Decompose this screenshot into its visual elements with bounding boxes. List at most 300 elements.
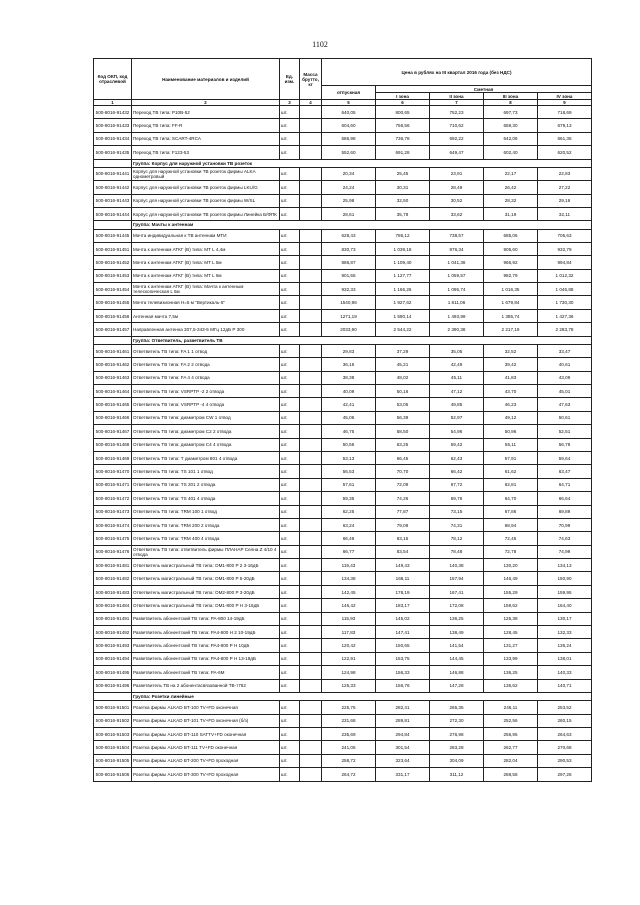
item-code: 500-8016-91482 <box>94 572 132 585</box>
price-zone-4: 140,71 <box>538 679 592 692</box>
price-zone-3: 67,86 <box>484 505 538 518</box>
price-zone-2: 304,09 <box>430 754 484 767</box>
price-zone-4: 290,53 <box>538 754 592 767</box>
price-zone-3: 659,30 <box>484 119 538 132</box>
table-row <box>94 132 592 145</box>
item-mass <box>300 478 322 491</box>
item-name: Корпус для наружной установки ТВ розеток фирмы LKU/G <box>132 181 280 194</box>
item-code: 500-8016-91503 <box>94 727 132 740</box>
price-zone-1: 2 544,22 <box>376 323 430 336</box>
item-name: Ответвитель магистральный ТВ типа: ОМ2-800 Р 3-20дБ <box>132 585 280 598</box>
price-zone-3: 39,42 <box>484 358 538 371</box>
item-mass <box>300 358 322 371</box>
column-number: 3 <box>280 100 300 106</box>
price-otpusk: 115,93 <box>322 612 376 625</box>
item-unit: шт. <box>280 207 300 220</box>
item-name: Ответвитель магистральный ТВ типа: ОМ1-800 Р 2 3-16дБ <box>132 559 280 572</box>
price-zone-4: 52,51 <box>538 425 592 438</box>
table-row <box>94 194 592 207</box>
price-zone-4: 932,79 <box>538 242 592 255</box>
price-zone-3: 136,62 <box>484 679 538 692</box>
price-zone-1: 77,87 <box>376 505 430 518</box>
price-zone-4: 56,78 <box>538 438 592 451</box>
price-zone-1: 50,16 <box>376 384 430 397</box>
price-zone-1: 1 590,14 <box>376 309 430 322</box>
item-unit: шт. <box>280 256 300 269</box>
table-row <box>94 626 592 639</box>
item-name: Мачта к антеннам АТКГ (В) типа: Мачта к антенным телескопическая L 5м <box>132 283 280 296</box>
price-zone-3: 288,58 <box>484 768 538 781</box>
price-otpusk: 50,56 <box>322 438 376 451</box>
item-mass <box>300 532 322 545</box>
table-row <box>94 344 592 357</box>
item-mass <box>300 492 322 505</box>
price-otpusk: 552,60 <box>322 146 376 159</box>
price-zone-4: 69,89 <box>538 505 592 518</box>
item-name: Ответвитель ТВ типа: VSRPTP -2 2 отвода <box>132 384 280 397</box>
item-unit: шт. <box>280 194 300 207</box>
table-row <box>94 505 592 518</box>
price-zone-4: 2 283,78 <box>538 323 592 336</box>
price-zone-2: 976,34 <box>430 242 484 255</box>
item-name: Ответвитель ТВ типа: TRM 400 4 отвода <box>132 532 280 545</box>
price-otpusk: 46,75 <box>322 425 376 438</box>
item-unit: шт. <box>280 754 300 767</box>
table-row <box>94 714 592 727</box>
price-zone-4: 159,95 <box>538 585 592 598</box>
price-zone-3: 130,20 <box>484 559 538 572</box>
item-mass <box>300 242 322 255</box>
price-zone-2: 42,49 <box>430 358 484 371</box>
table-row <box>94 465 592 478</box>
item-mass <box>300 119 322 132</box>
item-mass <box>300 194 322 207</box>
item-code: 500-8016-91471 <box>94 478 132 491</box>
item-mass <box>300 371 322 384</box>
item-code: 500-8016-91469 <box>94 451 132 464</box>
column-number: 4 <box>300 100 322 106</box>
item-mass <box>300 229 322 242</box>
table-row <box>94 438 592 451</box>
price-zone-1: 37,29 <box>376 344 430 357</box>
item-name: Мачта к антеннам АТКГ (В) типа: МТ L 5м <box>132 256 280 269</box>
table-row <box>94 207 592 220</box>
price-zone-3: 68,94 <box>484 518 538 531</box>
price-zone-1: 79,09 <box>376 518 430 531</box>
item-name: Разветвитель абонентский ТВ типа: РА-800 14-19дБ <box>132 612 280 625</box>
item-mass <box>300 666 322 679</box>
price-zone-3: 131,27 <box>484 639 538 652</box>
price-zone-2: 33,62 <box>430 207 484 220</box>
price-zone-1: 58,50 <box>376 425 430 438</box>
price-zone-4: 64,71 <box>538 478 592 491</box>
price-zone-4: 74,99 <box>538 545 592 558</box>
price-zone-4: 620,52 <box>538 146 592 159</box>
price-zone-4: 679,13 <box>538 119 592 132</box>
price-zone-2: 23,91 <box>430 167 484 180</box>
item-name: Разветвитель абонентский ТВ типа: РА4-800 Р Н 13-19дБ <box>132 652 280 665</box>
table-row <box>94 106 592 119</box>
table-row <box>94 492 592 505</box>
price-zone-4: 718,69 <box>538 106 592 119</box>
zone-header: III зона <box>484 93 538 100</box>
table-row <box>94 585 592 598</box>
price-otpusk: 1271,19 <box>322 309 376 322</box>
price-zone-4: 40,61 <box>538 358 592 371</box>
item-unit: шт. <box>280 679 300 692</box>
price-zone-4: 1 012,32 <box>538 269 592 282</box>
price-zone-1: 145,02 <box>376 612 430 625</box>
item-code: 500-8016-91452 <box>94 256 132 269</box>
price-zone-2: 62,43 <box>430 451 484 464</box>
item-name: Переход ТВ типа: P10B-52 <box>132 106 280 119</box>
price-zone-4: 264,63 <box>538 727 592 740</box>
item-mass <box>300 714 322 727</box>
column-number: 6 <box>376 100 430 106</box>
price-zone-1: 1 109,40 <box>376 256 430 269</box>
item-mass <box>300 741 322 754</box>
price-zone-3: 252,56 <box>484 714 538 727</box>
table-row <box>94 599 592 612</box>
item-unit: шт. <box>280 323 300 336</box>
price-zone-3: 49,12 <box>484 411 538 424</box>
price-zone-3: 262,77 <box>484 741 538 754</box>
price-zone-2: 74,31 <box>430 518 484 531</box>
price-zone-3: 72,78 <box>484 545 538 558</box>
price-zone-1: 294,84 <box>376 727 430 740</box>
price-zone-4: 297,26 <box>538 768 592 781</box>
price-zone-1: 786,12 <box>376 229 430 242</box>
item-code: 500-8016-91466 <box>94 411 132 424</box>
price-zone-3: 155,29 <box>484 585 538 598</box>
table-row <box>94 309 592 322</box>
item-mass <box>300 626 322 639</box>
price-zone-4: 1 427,36 <box>538 309 592 322</box>
item-code: 500-8016-91457 <box>94 323 132 336</box>
item-unit: шт. <box>280 411 300 424</box>
item-unit: шт. <box>280 106 300 119</box>
item-mass <box>300 398 322 411</box>
item-name: Розетка фирмы ALKAD BT-300 TV+FD проходная <box>132 768 280 781</box>
table-row <box>94 146 592 159</box>
price-zone-1: 156,33 <box>376 666 430 679</box>
item-unit: шт. <box>280 714 300 727</box>
price-zone-3: 1 679,84 <box>484 296 538 309</box>
item-unit: шт. <box>280 283 300 296</box>
item-unit: шт. <box>280 119 300 132</box>
price-zone-2: 1 059,57 <box>430 269 484 282</box>
item-unit: шт. <box>280 425 300 438</box>
price-zone-3: 64,70 <box>484 492 538 505</box>
price-zone-2: 73,15 <box>430 505 484 518</box>
item-name: Разветвитель абонентский ТВ типа: РА4-800 Н 2 10-19дБ <box>132 626 280 639</box>
price-zone-2: 52,97 <box>430 411 484 424</box>
item-code: 500-8016-91484 <box>94 599 132 612</box>
column-number: 9 <box>538 100 592 106</box>
item-unit: шт. <box>280 167 300 180</box>
item-name: Переход ТВ типа: SCART-4RCA <box>132 132 280 145</box>
item-unit: шт. <box>280 478 300 491</box>
item-mass <box>300 309 322 322</box>
price-zone-3: 136,25 <box>484 666 538 679</box>
item-unit: шт. <box>280 229 300 242</box>
item-code: 500-8016-91505 <box>94 754 132 767</box>
price-zone-2: 140,38 <box>430 559 484 572</box>
price-zone-3: 159,62 <box>484 599 538 612</box>
price-otpusk: 2033,90 <box>322 323 376 336</box>
table-row <box>94 652 592 665</box>
price-zone-4: 22,83 <box>538 167 592 180</box>
item-mass <box>300 639 322 652</box>
item-mass <box>300 652 322 665</box>
item-code: 500-8016-91494 <box>94 652 132 665</box>
item-name: Разветвитель абонентский ТВ типа: РА4-800 Р Н 10дБ <box>132 639 280 652</box>
table-row <box>94 451 592 464</box>
price-zone-3: 22,17 <box>484 167 538 180</box>
price-otpusk: 231,68 <box>322 714 376 727</box>
table-row <box>94 727 592 740</box>
item-code: 500-8016-91496 <box>94 679 132 692</box>
price-zone-2: 59,42 <box>430 438 484 451</box>
table-row <box>94 283 592 296</box>
item-unit: шт. <box>280 626 300 639</box>
price-otpusk: 241,05 <box>322 741 376 754</box>
item-unit: шт. <box>280 309 300 322</box>
table-row <box>94 518 592 531</box>
table-row <box>94 119 592 132</box>
price-zone-1: 736,78 <box>376 132 430 145</box>
smetnaya-column-header: Сметная <box>376 86 592 93</box>
price-zone-2: 738,57 <box>430 229 484 242</box>
item-mass <box>300 181 322 194</box>
table-row <box>94 478 592 491</box>
item-name: Розетка фирмы ALKAD BT-110 SATTV+FD оконечная <box>132 727 280 740</box>
item-mass <box>300 599 322 612</box>
price-zone-4: 130,17 <box>538 612 592 625</box>
item-mass <box>300 505 322 518</box>
price-zone-4: 253,52 <box>538 701 592 714</box>
price-zone-3: 41,83 <box>484 371 538 384</box>
item-name: Розетка фирмы ALKAD BT-111 TV+FD оконечная <box>132 741 280 754</box>
item-unit: шт. <box>280 727 300 740</box>
price-zone-2: 35,05 <box>430 344 484 357</box>
item-mass <box>300 559 322 572</box>
price-otpusk: 66,46 <box>322 532 376 545</box>
price-otpusk: 40,09 <box>322 384 376 397</box>
price-zone-1: 66,45 <box>376 451 430 464</box>
item-mass <box>300 768 322 781</box>
item-unit: шт. <box>280 438 300 451</box>
item-mass <box>300 207 322 220</box>
price-otpusk: 59,35 <box>322 492 376 505</box>
price-zone-1: 149,43 <box>376 559 430 572</box>
price-otpusk: 125,33 <box>322 679 376 692</box>
price-otpusk: 66,77 <box>322 545 376 558</box>
item-name: Ответвитель ТВ типа: диаметром С4 4 отвода <box>132 438 280 451</box>
table-row <box>94 371 592 384</box>
price-zone-3: 685,06 <box>484 229 538 242</box>
group-spacer <box>94 692 132 700</box>
price-zone-1: 48,02 <box>376 371 430 384</box>
price-otpusk: 258,72 <box>322 754 376 767</box>
price-zone-2: 136,25 <box>430 612 484 625</box>
group-spacer <box>94 159 132 167</box>
price-zone-3: 43,70 <box>484 384 538 397</box>
item-code: 500-8016-91433 <box>94 119 132 132</box>
price-zone-3: 55,11 <box>484 438 538 451</box>
price-zone-2: 66,42 <box>430 465 484 478</box>
price-zone-4: 47,63 <box>538 398 592 411</box>
price-otpusk: 119,43 <box>322 559 376 572</box>
item-name: Ответвитель ТВ типа: ответвитель фирмы ПЛАНАР Селна Z 4/10 4 отвода <box>132 545 280 558</box>
price-otpusk: 932,33 <box>322 283 376 296</box>
item-mass <box>300 545 322 558</box>
item-code: 500-8016-91453 <box>94 269 132 282</box>
item-unit: шт. <box>280 741 300 754</box>
price-otpusk: 264,72 <box>322 768 376 781</box>
item-code: 500-8016-91495 <box>94 666 132 679</box>
price-zone-1: 35,78 <box>376 207 430 220</box>
price-zone-2: 78,12 <box>430 532 484 545</box>
item-code: 500-8016-91506 <box>94 768 132 781</box>
item-name: Ответвитель ТВ типа: TS 101 1 отвод <box>132 465 280 478</box>
price-zone-4: 132,33 <box>538 626 592 639</box>
price-zone-2: 649,47 <box>430 146 484 159</box>
item-unit: шт. <box>280 492 300 505</box>
price-zone-1: 153,75 <box>376 652 430 665</box>
item-unit: шт. <box>280 652 300 665</box>
price-zone-3: 282,04 <box>484 754 538 767</box>
group-title: Группа: Мачты к антеннам <box>132 221 592 229</box>
price-zone-1: 282,41 <box>376 701 430 714</box>
zone-header: II зона <box>430 93 484 100</box>
price-zone-1: 45,21 <box>376 358 430 371</box>
item-name: Мачта к антеннам АТКГ (В) типа: МТ L 4,4м <box>132 242 280 255</box>
item-mass <box>300 585 322 598</box>
item-code: 500-8016-91481 <box>94 559 132 572</box>
table-row <box>94 256 592 269</box>
item-name: Разветвитель ТВ на 2 абонентасвязованной ТВ-т762 <box>132 679 280 692</box>
price-zone-3: 57,91 <box>484 451 538 464</box>
item-name: Переход ТВ типа: F123-53 <box>132 146 280 159</box>
price-otpusk: 640,05 <box>322 106 376 119</box>
price-zone-1: 183,17 <box>376 599 430 612</box>
group-spacer <box>94 336 132 344</box>
price-zone-1: 72,09 <box>376 478 430 491</box>
item-name: Ответвитель ТВ типа: FA 1 1 отвод <box>132 344 280 357</box>
item-mass <box>300 411 322 424</box>
price-otpusk: 29,83 <box>322 344 376 357</box>
item-mass <box>300 283 322 296</box>
price-otpusk: 225,76 <box>322 701 376 714</box>
item-unit: шт. <box>280 599 300 612</box>
item-code: 500-8016-91455 <box>94 296 132 309</box>
item-name: Розетка фирмы ALKAD BT-101 TV+FD оконечная (б/з) <box>132 714 280 727</box>
price-otpusk: 886,87 <box>322 256 376 269</box>
item-name: Ответвитель ТВ типа: Т диаметром 801 4 отвода <box>132 451 280 464</box>
price-zone-1: 150,65 <box>376 639 430 652</box>
price-zone-1: 74,26 <box>376 492 430 505</box>
item-code: 500-8016-91474 <box>94 518 132 531</box>
item-code: 500-8016-91434 <box>94 132 132 145</box>
item-mass <box>300 146 322 159</box>
price-zone-1: 691,28 <box>376 146 430 159</box>
item-unit: шт. <box>280 666 300 679</box>
item-mass <box>300 425 322 438</box>
price-zone-3: 46,23 <box>484 398 538 411</box>
item-code: 500-8016-91473 <box>94 505 132 518</box>
price-zone-1: 70,70 <box>376 465 430 478</box>
price-zone-4: 59,64 <box>538 451 592 464</box>
item-name: Ответвитель ТВ типа: диаметром С2 2 отвода <box>132 425 280 438</box>
item-code: 500-8016-91470 <box>94 465 132 478</box>
item-unit: шт. <box>280 572 300 585</box>
price-otpusk: 134,38 <box>322 572 376 585</box>
table-row <box>94 358 592 371</box>
item-unit: шт. <box>280 398 300 411</box>
item-unit: шт. <box>280 242 300 255</box>
price-zone-2: 1 095,74 <box>430 283 484 296</box>
item-unit: шт. <box>280 701 300 714</box>
price-zone-3: 602,40 <box>484 146 538 159</box>
price-zone-3: 61,62 <box>484 465 538 478</box>
table-row <box>94 398 592 411</box>
price-zone-1: 156,76 <box>376 679 430 692</box>
price-zone-3: 2 217,19 <box>484 323 538 336</box>
item-unit: шт. <box>280 505 300 518</box>
price-otpusk: 42,41 <box>322 398 376 411</box>
item-unit: шт. <box>280 532 300 545</box>
item-code: 500-8016-91476 <box>94 545 132 558</box>
item-code: 500-8016-91491 <box>94 612 132 625</box>
table-row <box>94 269 592 282</box>
price-zone-4: 27,22 <box>538 181 592 194</box>
item-code: 500-8016-91467 <box>94 425 132 438</box>
group-row <box>94 159 592 167</box>
price-otpusk: 830,73 <box>322 242 376 255</box>
item-code: 500-8016-91501 <box>94 701 132 714</box>
item-code: 500-8016-91461 <box>94 344 132 357</box>
price-zone-3: 256,95 <box>484 727 538 740</box>
price-zone-3: 1 016,35 <box>484 283 538 296</box>
table-row <box>94 701 592 714</box>
item-mass <box>300 296 322 309</box>
item-name: Корпус для наружной установки ТВ розеток фирмы ALKA однометровый <box>132 167 280 180</box>
price-column-header: Цена в рублях на III квартал 2016 года (без НДС) <box>322 59 592 86</box>
item-name: Ответвитель ТВ типа: VSRPTP -4 4 отвода <box>132 398 280 411</box>
table-row <box>94 425 592 438</box>
price-zone-4: 260,15 <box>538 714 592 727</box>
item-name: Розетка фирмы ALKAD BT-200 TV+FD проходная <box>132 754 280 767</box>
price-zone-4: 994,84 <box>538 256 592 269</box>
item-unit: шт. <box>280 132 300 145</box>
zone-header: I зона <box>376 93 430 100</box>
price-zone-3: 32,52 <box>484 344 538 357</box>
item-name: Направленная антенна 307,5-343-5 МГц 12дБ Р 300 <box>132 323 280 336</box>
item-code: 500-8016-91442 <box>94 181 132 194</box>
price-zone-3: 72,45 <box>484 532 538 545</box>
item-code: 500-8016-91435 <box>94 146 132 159</box>
price-zone-2: 272,30 <box>430 714 484 727</box>
price-zone-2: 28,49 <box>430 181 484 194</box>
price-zone-1: 32,50 <box>376 194 430 207</box>
price-zone-4: 270,68 <box>538 741 592 754</box>
group-row <box>94 692 592 700</box>
price-zone-2: 78,48 <box>430 545 484 558</box>
item-code: 500-8016-91504 <box>94 741 132 754</box>
page-number: 1102 <box>312 40 328 49</box>
price-zone-2: 69,76 <box>430 492 484 505</box>
